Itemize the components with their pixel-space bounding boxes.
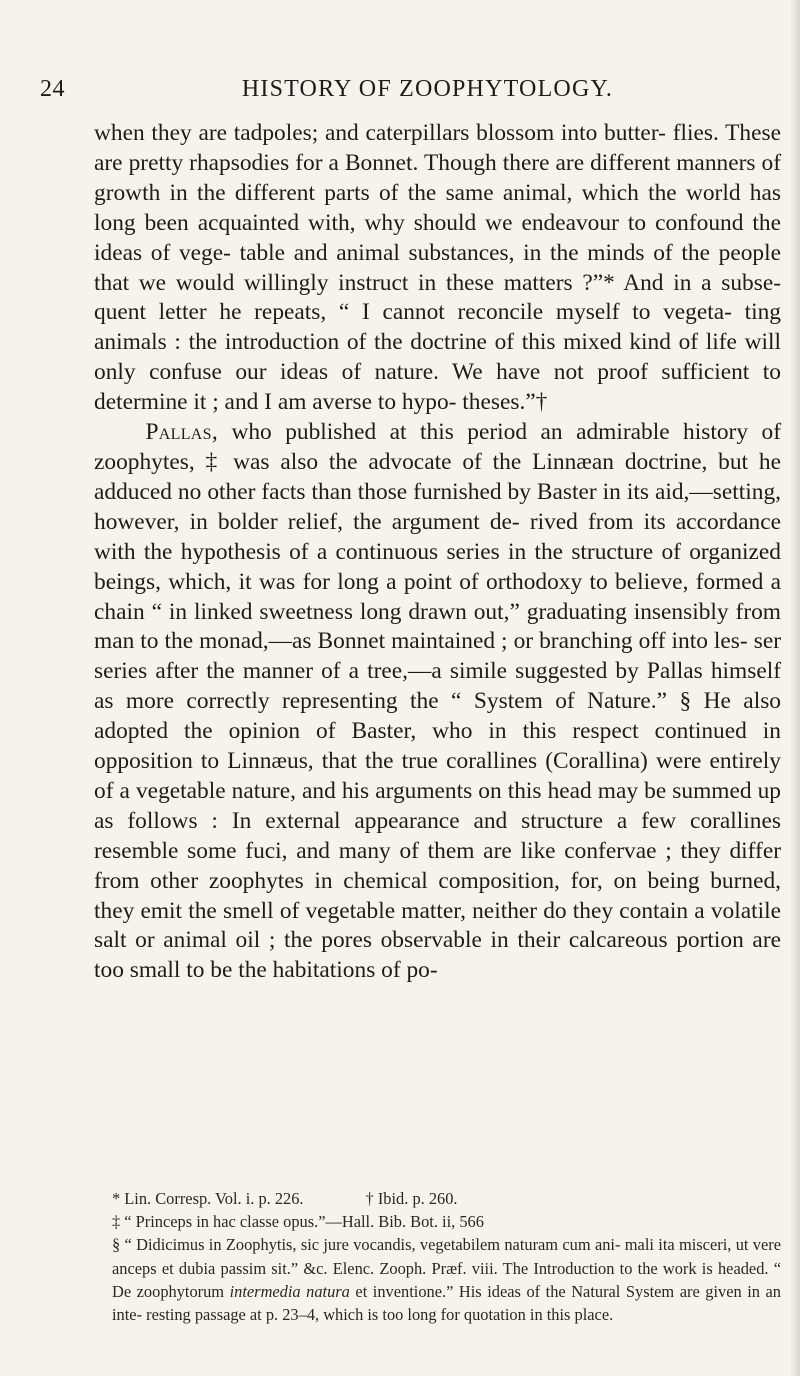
footnote-row-1	[94, 1187, 781, 1210]
footnote-4-text-a: § “ Didicimus in Zoophytis, sic jure vocandis, vegetabilem naturam cum ani- mali ita misceri, ut vere anceps et dubia passim sit.” &c. Elenc. Zooph. Præf. viii. The Introduction to the work is headed. “ De zoophytorum	[112, 1235, 781, 1301]
footnote-4	[94, 1233, 781, 1326]
paragraph-2-lead: Pallas,	[145, 419, 218, 446]
page-header	[40, 72, 775, 112]
paragraph-1: when they are tadpoles; and caterpillars blossom into butter- flies. These are pretty rhapsodies for a Bonnet. Though there are different manners of growth in the different parts of the same animal, which the world has long been acquainted with, why should we endeavour to confound the ideas of vege- table and animal substances, in the minds of the people that we would willingly instruct in these matters ?”* And in a subse- quent letter he repeats, “ I cannot reconcile myself to vegeta- ting animals : the introduction of the doctrine of this mixed kind of life will only confuse our ideas of nature. We have not proof sufficient to determine it ; and I am averse to hypo- theses.”†	[94, 120, 781, 416]
footnote-3: ‡ “ Princeps in hac classe opus.”—Hall. Bib. Bot. ii, 566	[112, 1212, 484, 1232]
page-edge-shadow	[790, 0, 800, 1376]
footnotes	[94, 1187, 781, 1326]
paragraph-2	[94, 418, 781, 986]
page-number: 24	[40, 76, 65, 102]
footnote-2: † Ibid. p. 260.	[365, 1189, 458, 1208]
footnote-1: * Lin. Corresp. Vol. i. p. 226.	[112, 1189, 304, 1208]
footnote-4-text-b: et inventione.” His ideas of the Natural System are given in an inte- resting passage at p. 23–4, which is too long for quotation in this place.	[112, 1281, 781, 1325]
body-text	[94, 119, 781, 986]
footnote-4-italic: intermedia natura	[229, 1281, 350, 1301]
running-head: HISTORY OF ZOOPHYTOLOGY.	[241, 76, 614, 102]
paragraph-2-text: who published at this period an admirable history of zoophytes, ‡ was also the advocate of the Linnæan doctrine, but he adduced no other facts than those furnished by Baster in its aid,—setting, however, in bolder relief, the argument de- rived from its accordance with the hypothesis of a continuous series in the structure of organized beings, which, it was for long a point of orthodoxy to believe, formed a chain “ in linked sweetness long drawn out,” graduating insensibly from man to the monad,—as Bonnet maintained ; or branching off into les- ser series after the manner of a tree,—a simile suggested by Pallas himself as more correctly representing the “ System of Nature.” § He also adopted the opinion of Baster, who in this respect continued in opposition to Linnæus, that the true corallines (Corallina) were entirely of a vegetable nature, and his arguments on this head may be summed up as follows : In external appearance and structure a few corallines resemble some fuci, and many of them are like confervae ; they differ from other zoophytes in chemical composition, for, on being burned, they emit the smell of vegetable matter, neither do they contain a volatile salt or animal oil ; the pores observable in their calcareous portion are too small to be the habitations of po-	[94, 419, 781, 984]
